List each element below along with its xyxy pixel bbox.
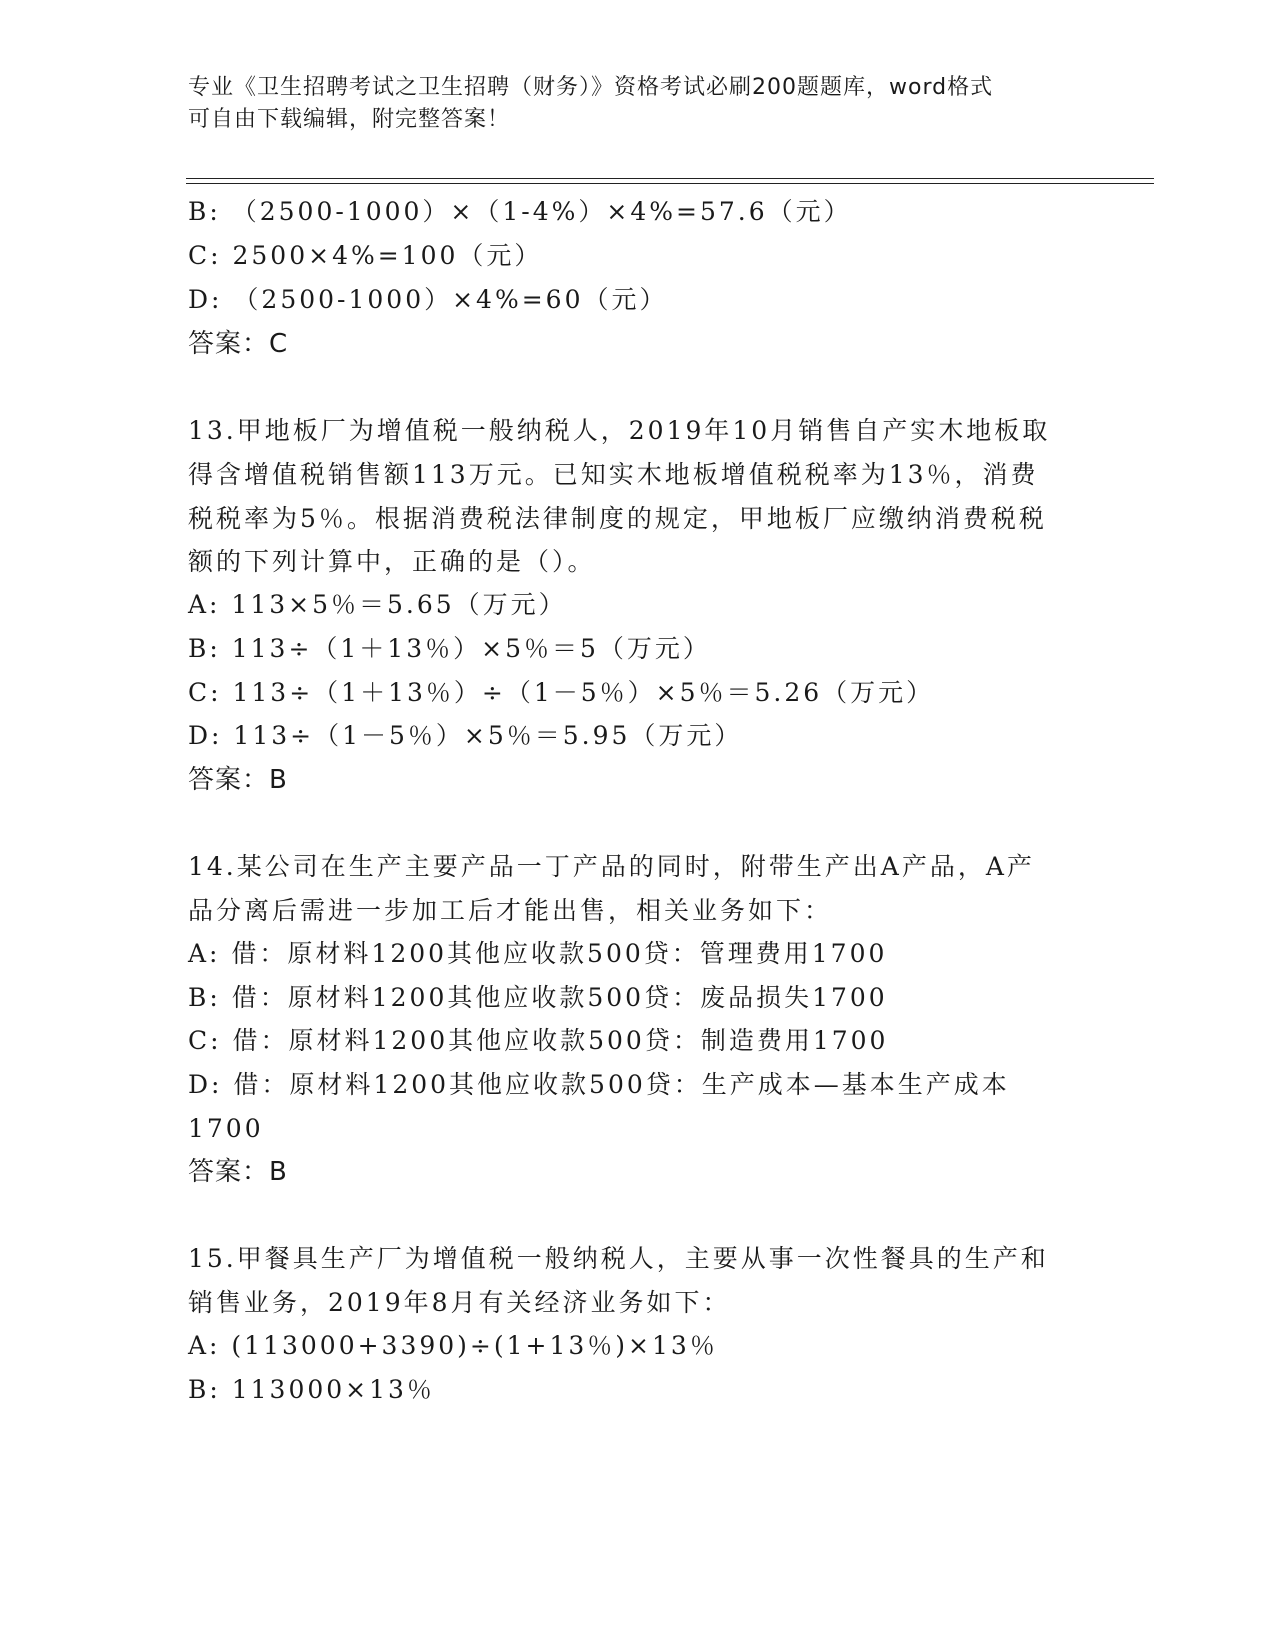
header-title-line-2: 可自由下载编辑，附完整答案！ — [188, 107, 511, 132]
q13-stem-line-1: 13.甲地板厂为增值税一般纳税人，2019年10月销售自产实木地板取 — [188, 416, 1051, 445]
q13-option-a: A: 113×5％＝5.65（万元） — [188, 590, 567, 619]
q14-answer: 答案：B — [188, 1157, 288, 1187]
q12-option-d: D: （2500-1000）×4%=60（元） — [188, 285, 668, 314]
q15-option-a: A: (113000+3390)÷(1+13％)×13％ — [188, 1331, 718, 1360]
q12-answer: 答案：C — [188, 329, 289, 359]
q15-stem-line-2: 销售业务，2019年8月有关经济业务如下： — [188, 1288, 731, 1317]
q12-option-c: C: 2500×4%=100（元） — [188, 241, 543, 270]
q14-option-b: B: 借：原材料1200其他应收款500贷：废品损失1700 — [188, 983, 888, 1012]
q14-option-d-line-1: D: 借：原材料1200其他应收款500贷：生产成本—基本生产成本 — [188, 1070, 1010, 1099]
q13-stem-line-2: 得含增值税销售额113万元。已知实木地板增值税税率为13％，消费 — [188, 460, 1039, 489]
header-title-line-1: 专业《卫生招聘考试之卫生招聘（财务）》资格考试必刷200题题库，word格式 — [188, 75, 994, 100]
q14-option-d-line-2: 1700 — [188, 1114, 264, 1143]
q13-option-d: D: 113÷（1－5％）×5％＝5.95（万元） — [188, 721, 743, 750]
q15-option-b: B: 113000×13％ — [188, 1375, 435, 1404]
q13-option-c: C: 113÷（1＋13％）÷（1－5％）×5％＝5.26（万元） — [188, 678, 935, 707]
header-divider-top — [186, 178, 1154, 179]
q13-answer: 答案：B — [188, 765, 288, 795]
q14-option-a: A: 借：原材料1200其他应收款500贷：管理费用1700 — [188, 939, 888, 968]
q14-stem-line-2: 品分离后需进一步加工后才能出售，相关业务如下： — [188, 896, 833, 925]
q13-stem-line-4: 额的下列计算中，正确的是（）。 — [188, 547, 596, 576]
q12-option-b: B: （2500-1000）×（1-4%）×4%=57.6（元） — [188, 197, 852, 226]
q13-option-b: B: 113÷（1＋13％）×5％＝5（万元） — [188, 634, 711, 663]
q15-stem-line-1: 15.甲餐具生产厂为增值税一般纳税人，主要从事一次性餐具的生产和 — [188, 1244, 1049, 1273]
q13-stem-line-3: 税税率为5％。根据消费税法律制度的规定，甲地板厂应缴纳消费税税 — [188, 504, 1047, 533]
q14-stem-line-1: 14.某公司在生产主要产品一丁产品的同时，附带生产出A产品，A产 — [188, 852, 1035, 881]
q14-option-c: C: 借：原材料1200其他应收款500贷：制造费用1700 — [188, 1026, 889, 1055]
document-header — [188, 72, 1088, 136]
header-divider-bottom — [186, 183, 1154, 184]
